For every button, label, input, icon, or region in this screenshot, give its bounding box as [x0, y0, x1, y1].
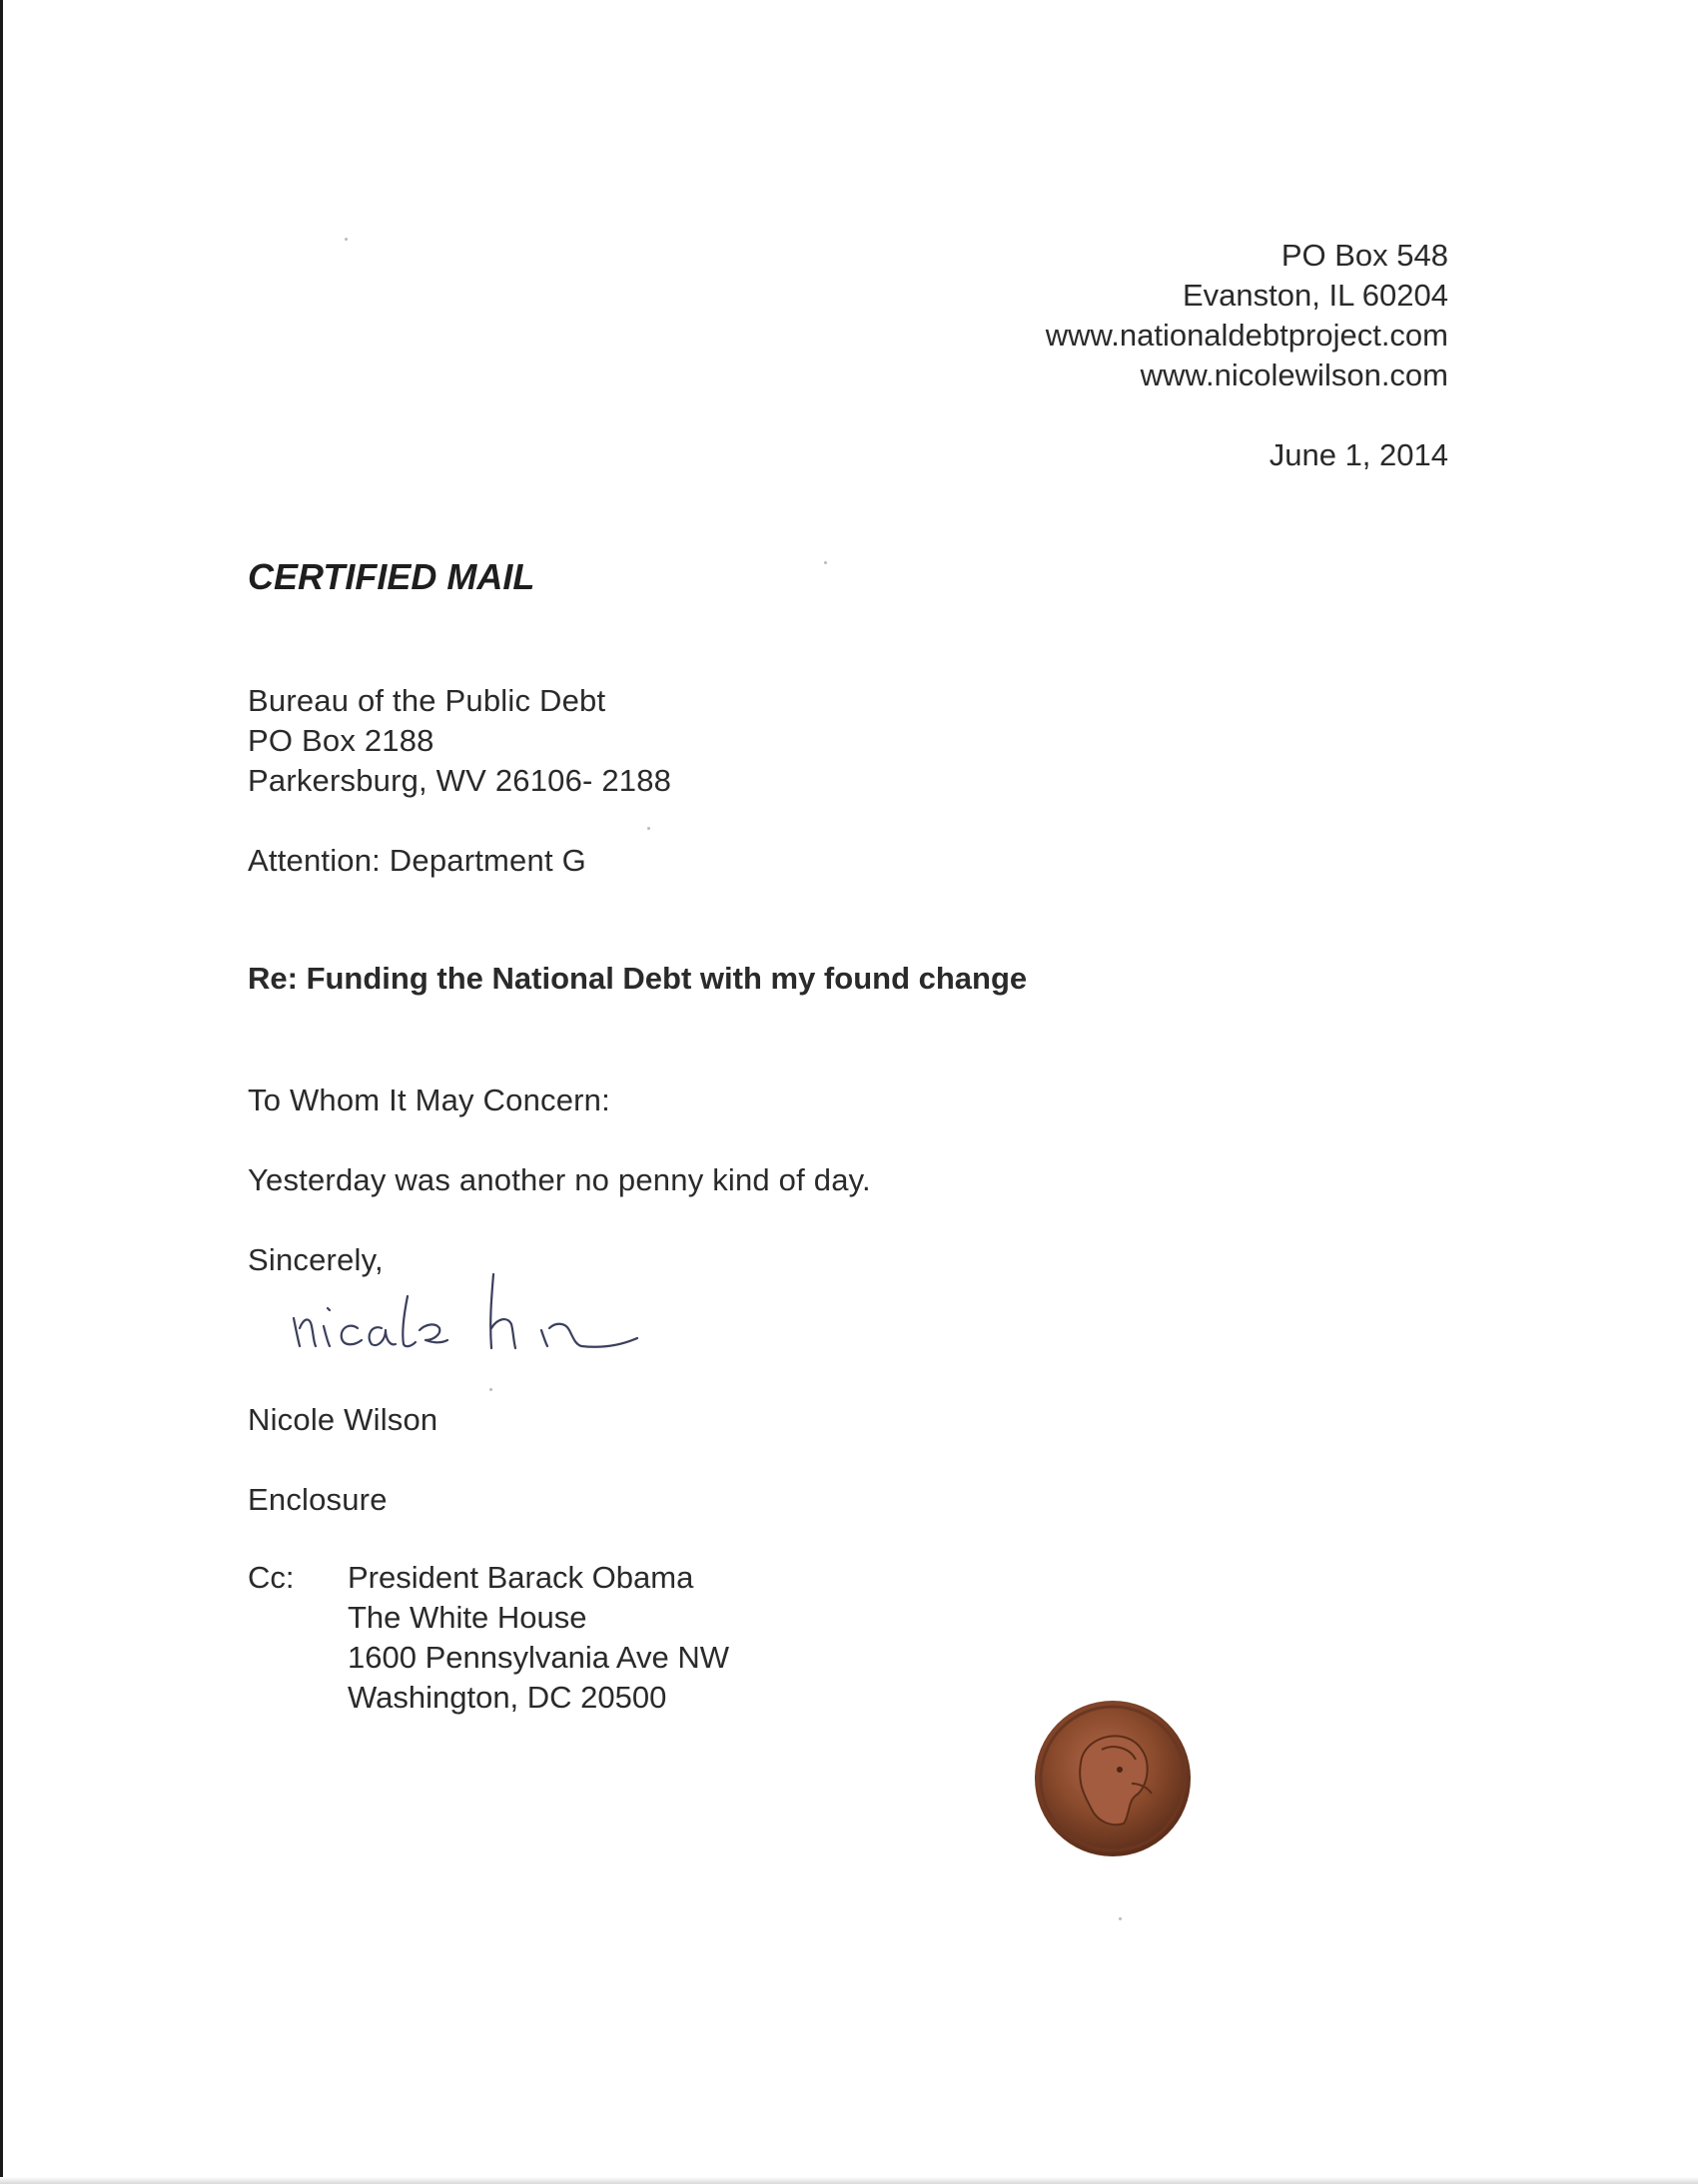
penny-image [1032, 1698, 1194, 1864]
scan-speck [647, 827, 650, 830]
scan-speck [345, 238, 348, 241]
scan-edge-left [0, 0, 3, 2184]
sender-address [749, 236, 1448, 395]
signer-name: Nicole Wilson [248, 1402, 438, 1437]
cc-street: 1600 Pennsylvania Ave NW [348, 1640, 729, 1675]
scan-speck [489, 1388, 492, 1391]
scan-edge-bottom [0, 2177, 1698, 2184]
enclosure-note: Enclosure [248, 1482, 388, 1517]
scan-speck [1119, 1917, 1122, 1920]
cc-name: President Barack Obama [348, 1560, 694, 1595]
cc-organization: The White House [348, 1600, 587, 1635]
sender-website-1: www.nationaldebtproject.com [1045, 318, 1448, 353]
letter-date: June 1, 2014 [1269, 437, 1448, 472]
letter-body: Yesterday was another no penny kind of day. [248, 1162, 871, 1197]
sender-website-2: www.nicolewilson.com [1140, 358, 1448, 392]
recipient-po-box: PO Box 2188 [248, 723, 434, 758]
scan-speck [824, 561, 827, 564]
sender-city: Evanston, IL 60204 [1183, 278, 1448, 313]
closing: Sincerely, [248, 1242, 384, 1277]
cc-address [348, 1558, 729, 1718]
signature-image [280, 1266, 719, 1381]
cc-label: Cc: [248, 1560, 295, 1595]
cc-city: Washington, DC 20500 [348, 1680, 667, 1715]
salutation: To Whom It May Concern: [248, 1083, 610, 1117]
subject-line: Re: Funding the National Debt with my found change [248, 961, 1028, 996]
recipient-name: Bureau of the Public Debt [248, 683, 606, 718]
sender-po-box: PO Box 548 [1280, 238, 1448, 273]
attention-line: Attention: Department G [248, 843, 586, 878]
recipient-city: Parkersburg, WV 26106- 2188 [248, 763, 672, 798]
mail-type-heading: CERTIFIED MAIL [248, 556, 535, 597]
